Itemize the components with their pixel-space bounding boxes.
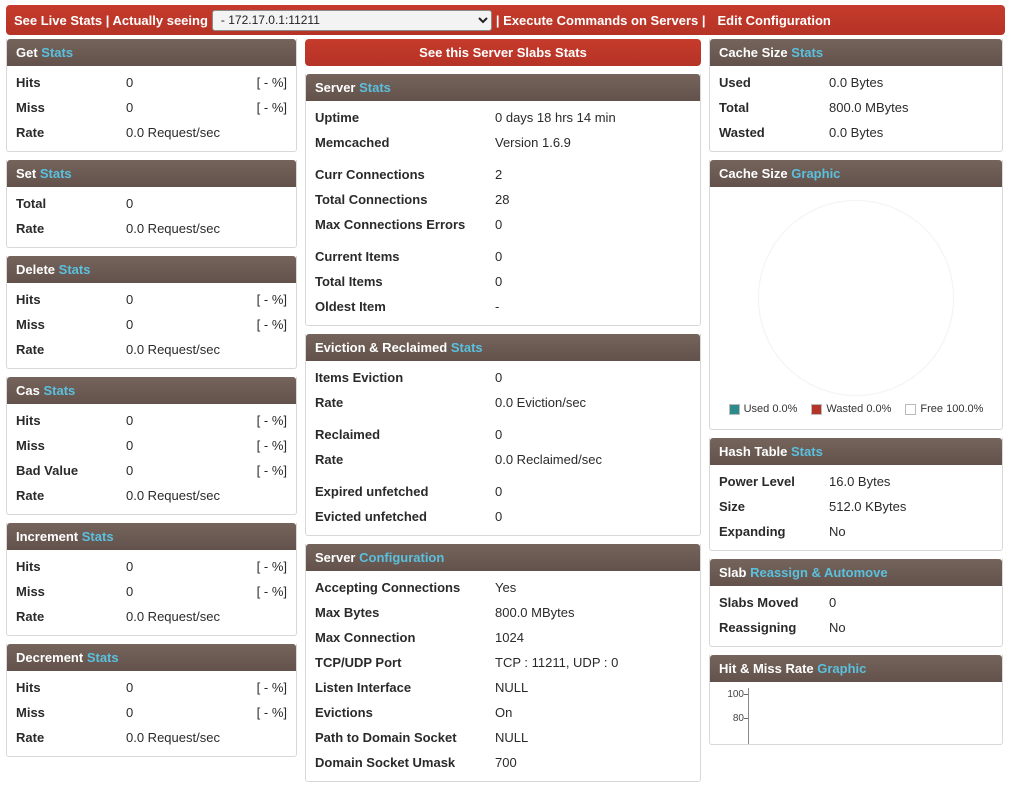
stat-label: Rate — [315, 395, 344, 410]
stat-value: 0 — [126, 196, 134, 211]
stat-row — [7, 287, 296, 312]
cache-size-pie-chart — [710, 191, 1002, 401]
panel-title: Get — [16, 45, 38, 60]
stat-value: 0.0 Request/sec — [126, 125, 220, 140]
stat-row — [710, 95, 1002, 120]
panel-body — [306, 361, 700, 535]
stat-value: 0 — [126, 413, 134, 428]
stat-label: Miss — [16, 705, 45, 720]
panel-title: Decrement — [16, 650, 84, 665]
stat-label: Rate — [315, 452, 344, 467]
stat-value: 512.0 KBytes — [829, 499, 907, 514]
panel-header — [710, 655, 1002, 682]
stat-row — [7, 337, 296, 362]
panel-title: Slab — [719, 565, 747, 580]
stat-row — [306, 750, 700, 775]
panel-title-accent: Stats — [58, 262, 91, 277]
stat-row — [306, 725, 700, 750]
stat-row — [710, 120, 1002, 145]
stat-row — [7, 433, 296, 458]
panel-body — [710, 682, 1002, 744]
panel-title: Hit & Miss Rate — [719, 661, 814, 676]
panel-header — [710, 438, 1002, 465]
server-select[interactable] — [212, 10, 492, 31]
stat-value: 0 — [495, 274, 503, 289]
stat-value: 0 — [495, 509, 503, 524]
panel-server-stats — [305, 74, 701, 326]
panel-title: Set — [16, 166, 37, 181]
stat-value: 0.0 Reclaimed/sec — [495, 452, 602, 467]
stat-row — [7, 312, 296, 337]
stat-value: 800.0 MBytes — [495, 605, 575, 620]
stat-row — [306, 422, 700, 447]
panel-title-accent: Graphic — [791, 166, 841, 181]
stat-row — [306, 675, 700, 700]
panel-get-stats — [6, 39, 297, 152]
stat-label: Uptime — [315, 110, 360, 125]
stat-value: 1024 — [495, 630, 524, 645]
stat-value: 0.0 Eviction/sec — [495, 395, 587, 410]
middle-column — [305, 39, 701, 790]
y-tick: 80 — [732, 713, 744, 724]
panel-body — [7, 187, 296, 247]
stat-label: Rate — [16, 730, 45, 745]
y-tick: 100 — [727, 689, 744, 700]
stat-row — [306, 187, 700, 212]
legend-swatch-icon — [905, 404, 916, 415]
panel-header — [7, 644, 296, 671]
slabs-stats-button-panel[interactable] — [305, 39, 701, 66]
memcached-dashboard — [0, 5, 1011, 770]
stat-row — [306, 479, 700, 504]
row-spacer — [306, 155, 700, 162]
stat-row — [306, 447, 700, 472]
stat-value: No — [829, 524, 846, 539]
stat-row — [306, 600, 700, 625]
legend-item-used — [729, 403, 798, 415]
panel-header — [7, 523, 296, 550]
stat-label: Size — [719, 499, 746, 514]
panel-body — [710, 66, 1002, 151]
panel-slab-reassign-automove — [709, 559, 1003, 647]
panel-title-accent: Stats — [81, 529, 114, 544]
stat-value: 0 — [126, 100, 134, 115]
stat-value: 0 — [126, 680, 134, 695]
stat-percent: [ - %] — [256, 292, 287, 307]
stat-label: Wasted — [719, 125, 765, 140]
stat-label: Rate — [16, 221, 45, 236]
stat-label: Reclaimed — [315, 427, 381, 442]
stat-label: Current Items — [315, 249, 400, 264]
stat-label: Rate — [16, 342, 45, 357]
pie-free-slice — [757, 199, 955, 397]
panel-title-accent: Graphic — [817, 661, 867, 676]
stat-row — [710, 494, 1002, 519]
stat-value: 0 — [126, 317, 134, 332]
stat-label: Miss — [16, 438, 45, 453]
chart-plot-area — [748, 688, 994, 744]
panel-body — [7, 66, 296, 151]
stat-row — [7, 408, 296, 433]
stat-label: Max Connection — [315, 630, 416, 645]
stat-label: Max Connections Errors — [315, 217, 466, 232]
stat-row — [306, 575, 700, 600]
legend-swatch-icon — [729, 404, 740, 415]
panel-cas-stats — [6, 377, 297, 515]
hit-miss-chart — [710, 682, 1002, 744]
stat-label: Reassigning — [719, 620, 797, 635]
stat-value: 0 — [126, 584, 134, 599]
stat-row — [306, 504, 700, 529]
stat-row — [306, 700, 700, 725]
stat-label: Memcached — [315, 135, 390, 150]
stat-label: Evictions — [315, 705, 373, 720]
stat-label: Oldest Item — [315, 299, 386, 314]
stat-value: 0.0 Request/sec — [126, 342, 220, 357]
stat-label: Max Bytes — [315, 605, 380, 620]
stat-row — [710, 70, 1002, 95]
stat-label: Power Level — [719, 474, 795, 489]
stat-row — [7, 70, 296, 95]
top-toolbar — [6, 5, 1005, 35]
panel-title-accent: Stats — [39, 166, 72, 181]
live-stats-link[interactable]: See Live Stats | Actually seeing — [14, 12, 208, 28]
right-column — [709, 39, 1003, 753]
stat-percent: [ - %] — [256, 413, 287, 428]
stat-row — [7, 725, 296, 750]
legend-label: Used 0.0% — [743, 403, 798, 415]
stat-value: TCP : 11211, UDP : 0 — [495, 655, 619, 670]
panel-header — [7, 39, 296, 66]
panel-header — [710, 559, 1002, 586]
panel-cache-size-stats — [709, 39, 1003, 152]
stat-row — [7, 675, 296, 700]
stat-value: Version 1.6.9 — [495, 135, 571, 150]
slabs-stats-button[interactable]: See this Server Slabs Stats — [305, 39, 701, 66]
stat-row — [306, 650, 700, 675]
panel-title-accent: Stats — [86, 650, 119, 665]
panel-title-accent: Stats — [359, 80, 391, 95]
legend-item-free — [905, 403, 983, 415]
execute-commands-link[interactable]: | Execute Commands on Servers | — [495, 12, 706, 28]
row-spacer — [306, 237, 700, 244]
panel-body — [306, 101, 700, 325]
panel-eviction-reclaimed-stats — [305, 334, 701, 536]
stat-row — [7, 483, 296, 508]
stat-row — [306, 390, 700, 415]
panel-decrement-stats — [6, 644, 297, 757]
stat-label: Hits — [16, 559, 41, 574]
stat-row — [7, 120, 296, 145]
stat-row — [306, 212, 700, 237]
stat-row — [7, 95, 296, 120]
row-spacer — [306, 472, 700, 479]
stat-value: 800.0 MBytes — [829, 100, 909, 115]
panel-header — [710, 160, 1002, 187]
stat-label: Domain Socket Umask — [315, 755, 456, 770]
stat-value: 0.0 Request/sec — [126, 221, 220, 236]
stat-value: 0 days 18 hrs 14 min — [495, 110, 616, 125]
stat-value: 0 — [829, 595, 837, 610]
panel-body — [710, 187, 1002, 429]
panel-title: Hash Table — [719, 444, 788, 459]
stat-value: 0 — [495, 427, 503, 442]
stat-row — [306, 294, 700, 319]
panel-body — [7, 283, 296, 368]
stat-label: Used — [719, 75, 751, 90]
stat-percent: [ - %] — [256, 100, 287, 115]
panel-body — [710, 586, 1002, 646]
stat-label: Listen Interface — [315, 680, 412, 695]
panel-title-accent: Reassign & Automove — [750, 565, 888, 580]
panel-header — [7, 256, 296, 283]
panel-title: Server — [315, 550, 356, 565]
panel-body — [710, 465, 1002, 550]
panel-title: Eviction & Reclaimed — [315, 340, 448, 355]
stat-label: Total Connections — [315, 192, 428, 207]
stat-label: Miss — [16, 100, 45, 115]
stat-percent: [ - %] — [256, 559, 287, 574]
panel-header — [306, 334, 700, 361]
stat-value: 0.0 Request/sec — [126, 730, 220, 745]
panel-title-accent: Stats — [791, 444, 823, 459]
stat-value: 0.0 Bytes — [829, 75, 884, 90]
edit-configuration-link[interactable]: Edit Configuration — [717, 12, 831, 28]
stat-label: Miss — [16, 317, 45, 332]
panel-server-configuration — [305, 544, 701, 782]
panel-header — [710, 39, 1002, 66]
panel-title: Increment — [16, 529, 79, 544]
stat-label: Hits — [16, 292, 41, 307]
stat-label: TCP/UDP Port — [315, 655, 402, 670]
stat-value: 0 — [495, 217, 503, 232]
panel-body — [306, 571, 700, 781]
stat-row — [306, 105, 700, 130]
stat-row — [7, 700, 296, 725]
panel-title: Cache Size — [719, 166, 788, 181]
stat-value: - — [495, 299, 500, 314]
stat-label: Hits — [16, 75, 41, 90]
panel-header — [7, 377, 296, 404]
stat-value: 0 — [495, 249, 503, 264]
stat-row — [710, 615, 1002, 640]
chart-y-axis — [718, 688, 748, 744]
stat-label: Items Eviction — [315, 370, 404, 385]
stat-row — [7, 579, 296, 604]
legend-label: Free 100.0% — [920, 403, 984, 415]
stat-value: 0 — [126, 292, 134, 307]
stat-label: Rate — [16, 488, 45, 503]
stat-value: 0 — [495, 484, 503, 499]
panel-cache-size-graphic — [709, 160, 1003, 430]
stat-label: Total Items — [315, 274, 383, 289]
stat-label: Bad Value — [16, 463, 79, 478]
stat-value: 0 — [126, 705, 134, 720]
stat-row — [306, 625, 700, 650]
stat-row — [710, 469, 1002, 494]
stat-value: NULL — [495, 680, 529, 695]
stat-label: Expired unfetched — [315, 484, 429, 499]
stat-row — [306, 244, 700, 269]
panel-hash-table-stats — [709, 438, 1003, 551]
stat-label: Expanding — [719, 524, 786, 539]
row-spacer — [306, 415, 700, 422]
panel-title: Cache Size — [719, 45, 788, 60]
stat-label: Accepting Connections — [315, 580, 461, 595]
stat-label: Evicted unfetched — [315, 509, 427, 524]
stat-value: 0 — [126, 559, 134, 574]
stat-percent: [ - %] — [256, 75, 287, 90]
panel-title: Delete — [16, 262, 56, 277]
stat-row — [7, 604, 296, 629]
stat-value: 700 — [495, 755, 517, 770]
stat-value: 0 — [126, 463, 134, 478]
panel-set-stats — [6, 160, 297, 248]
panel-body — [7, 404, 296, 514]
stat-percent: [ - %] — [256, 317, 287, 332]
stat-label: Slabs Moved — [719, 595, 799, 610]
stat-label: Hits — [16, 680, 41, 695]
legend-swatch-icon — [811, 404, 822, 415]
stat-label: Path to Domain Socket — [315, 730, 457, 745]
stat-value: 0 — [126, 438, 134, 453]
panel-title: Cas — [16, 383, 40, 398]
panel-title-accent: Stats — [791, 45, 824, 60]
stat-row — [306, 130, 700, 155]
stat-value: On — [495, 705, 513, 720]
stat-value: 0.0 Bytes — [829, 125, 884, 140]
stat-percent: [ - %] — [256, 463, 287, 478]
legend-item-wasted — [811, 403, 891, 415]
panel-header — [306, 544, 700, 571]
stat-value: 0.0 Request/sec — [126, 488, 220, 503]
stat-value: 28 — [495, 192, 510, 207]
stat-value: NULL — [495, 730, 529, 745]
stat-row — [306, 269, 700, 294]
panel-header — [306, 74, 700, 101]
stat-value: Yes — [495, 580, 517, 595]
stat-label: Total — [16, 196, 47, 211]
stat-row — [7, 554, 296, 579]
stat-label: Total — [719, 100, 750, 115]
stat-row — [7, 458, 296, 483]
pie-legend — [710, 401, 1002, 423]
stat-percent: [ - %] — [256, 680, 287, 695]
stat-percent: [ - %] — [256, 438, 287, 453]
panel-title-accent: Stats — [450, 340, 483, 355]
panel-title-accent: Stats — [41, 45, 74, 60]
stat-row — [710, 590, 1002, 615]
left-column — [6, 39, 297, 765]
stat-row — [710, 519, 1002, 544]
panel-title-accent: Stats — [43, 383, 76, 398]
panel-delete-stats — [6, 256, 297, 369]
panel-body — [7, 671, 296, 756]
panel-increment-stats — [6, 523, 297, 636]
stat-label: Miss — [16, 584, 45, 599]
stat-row — [306, 162, 700, 187]
panel-title: Server — [315, 80, 356, 95]
stat-row — [306, 365, 700, 390]
stat-label: Rate — [16, 125, 45, 140]
stat-row — [7, 191, 296, 216]
panel-hit-miss-rate-graphic — [709, 655, 1003, 745]
stat-value: 2 — [495, 167, 503, 182]
stat-label: Rate — [16, 609, 45, 624]
panel-body — [7, 550, 296, 635]
stat-value: 0.0 Request/sec — [126, 609, 220, 624]
stat-label: Curr Connections — [315, 167, 425, 182]
dashboard-columns — [0, 39, 1011, 790]
stat-value: 0 — [495, 370, 503, 385]
panel-header — [7, 160, 296, 187]
stat-label: Hits — [16, 413, 41, 428]
stat-value: 0 — [126, 75, 134, 90]
stat-value: No — [829, 620, 846, 635]
stat-percent: [ - %] — [256, 705, 287, 720]
stat-row — [7, 216, 296, 241]
stat-percent: [ - %] — [256, 584, 287, 599]
panel-title-accent: Configuration — [359, 550, 445, 565]
stat-value: 16.0 Bytes — [829, 474, 891, 489]
legend-label: Wasted 0.0% — [826, 403, 892, 415]
